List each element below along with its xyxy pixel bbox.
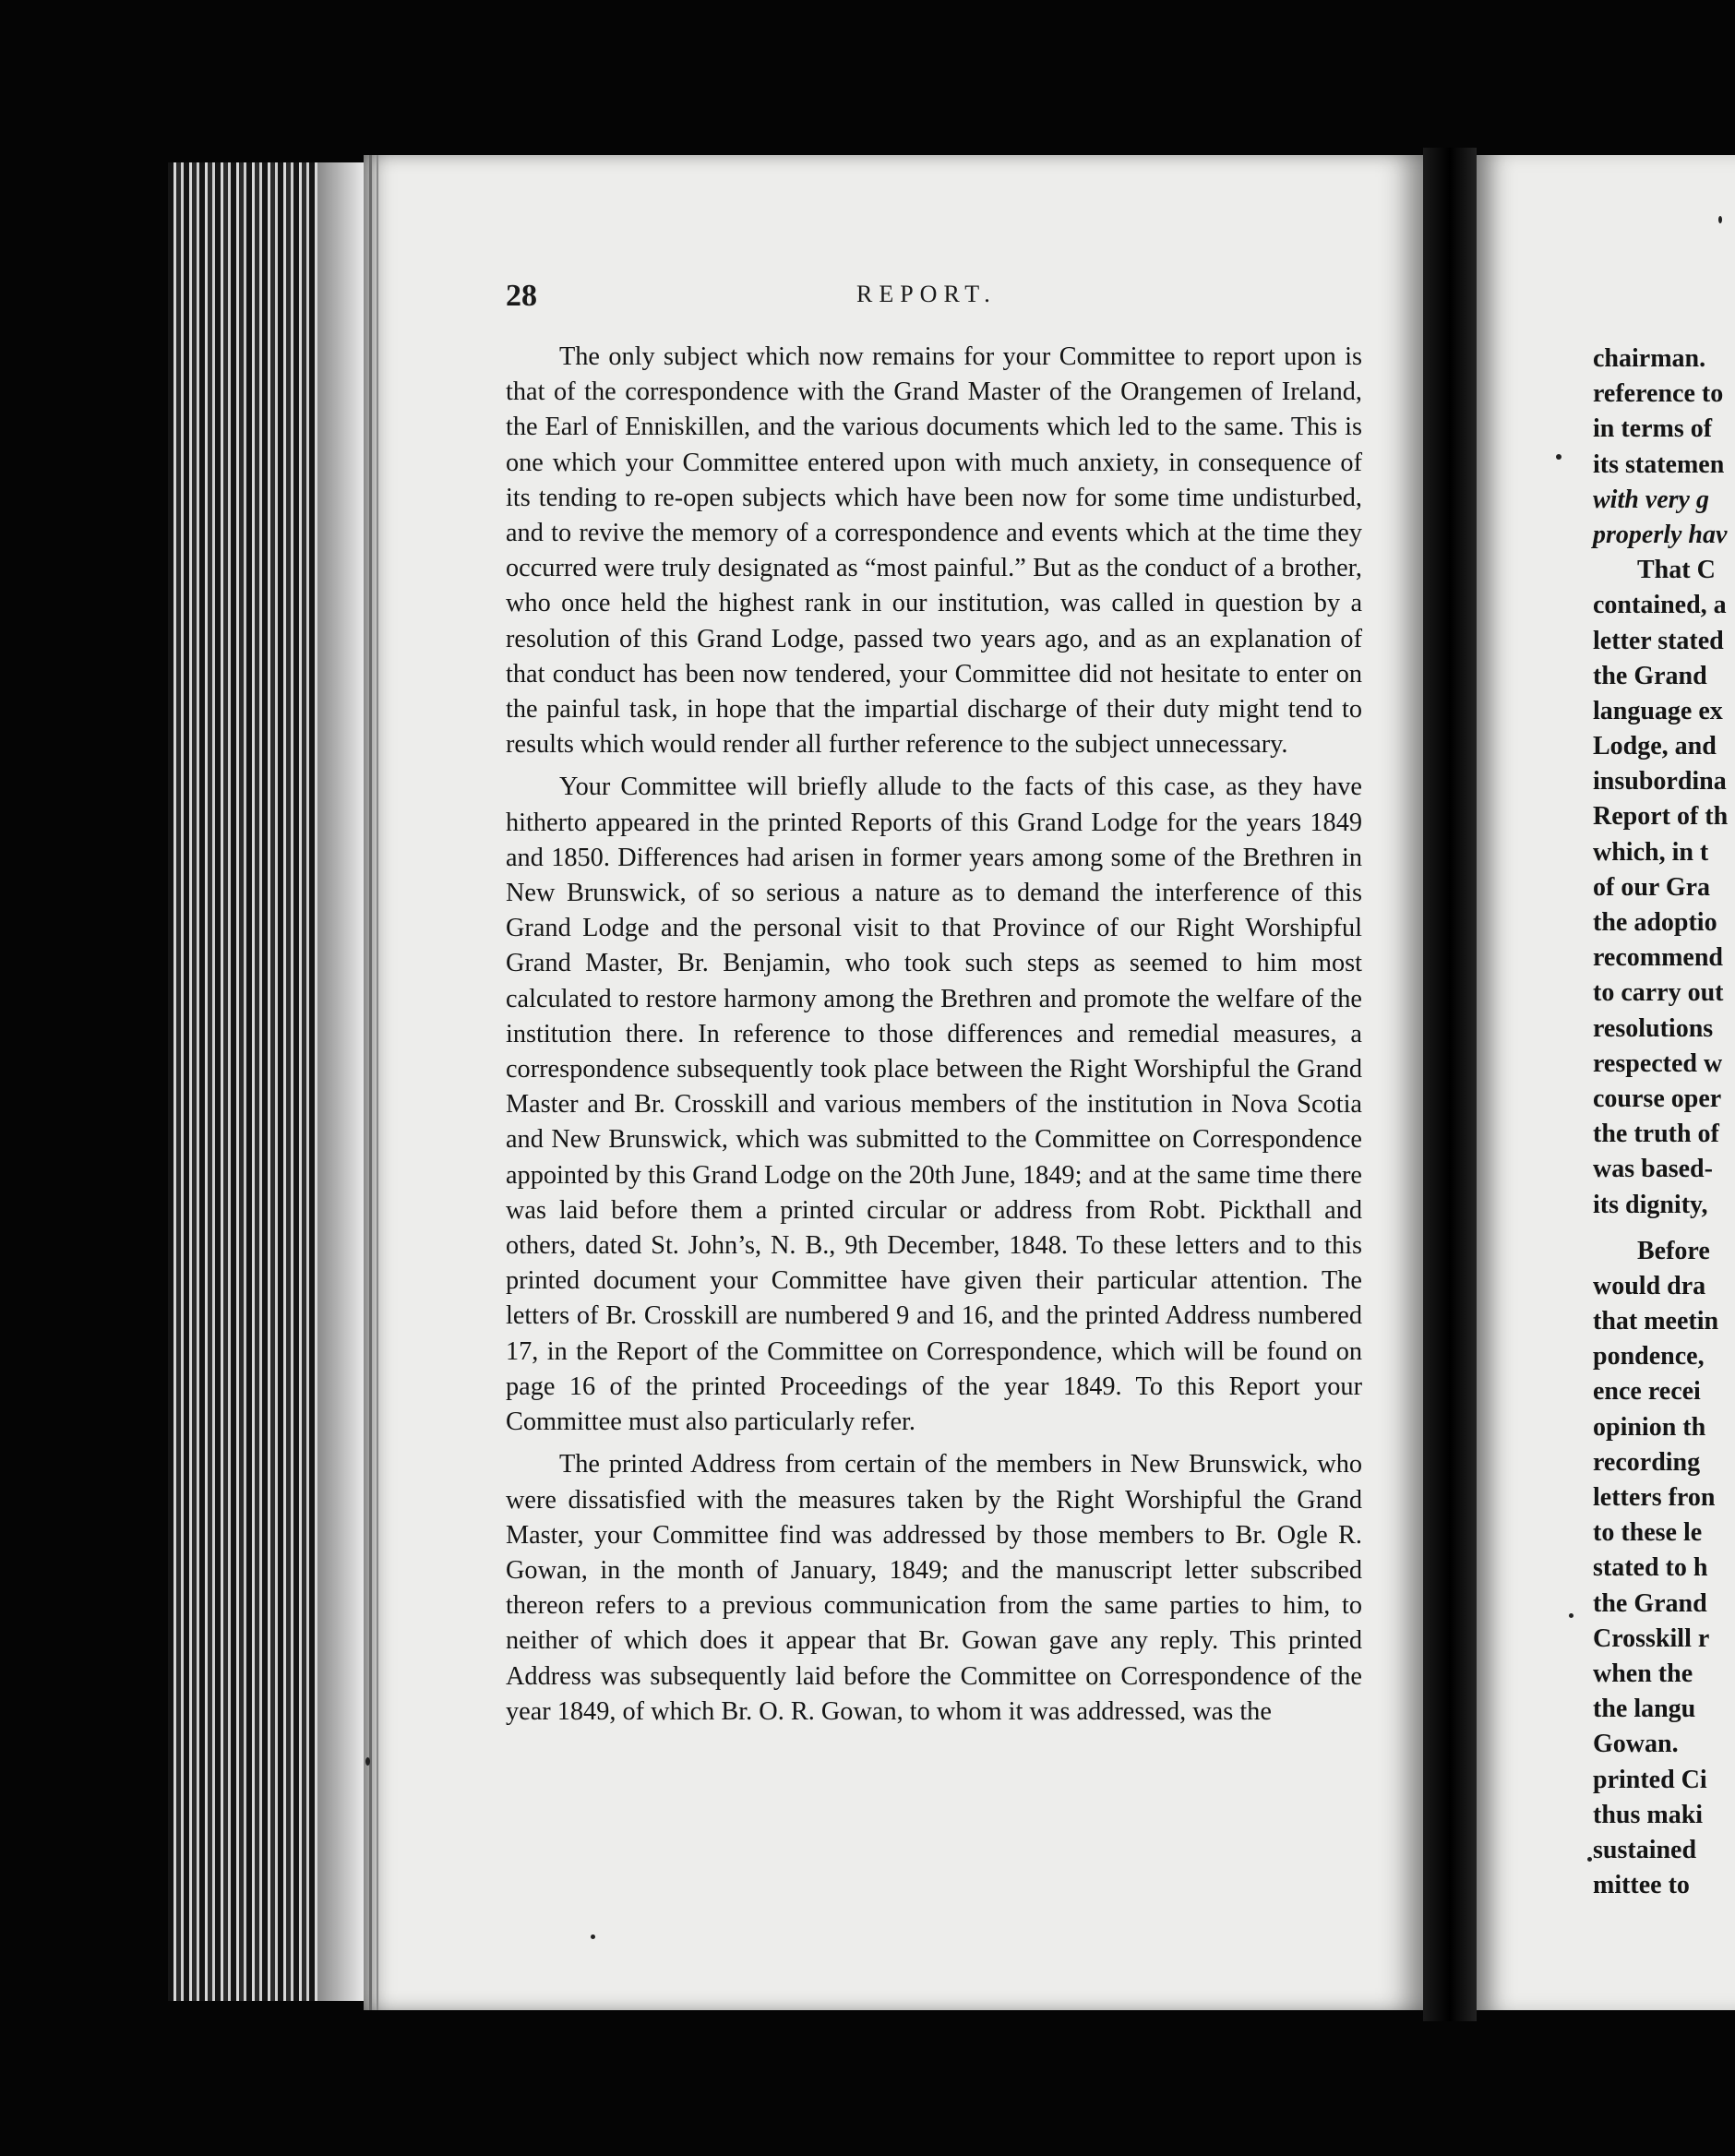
- facing-page-line: stated to h: [1593, 1553, 1708, 1583]
- ink-speck: [1587, 1857, 1592, 1862]
- facing-page-line: printed Ci: [1593, 1765, 1707, 1794]
- facing-page-line: respected w: [1593, 1048, 1723, 1078]
- paragraph: The only subject which now remains for your Committee to report upon is that of the correspondence with the Grand Master of the Orangemen of Ireland, the Earl of Enniskillen, and the various documents which led to the same. This is one which your Committee entered upon with much anxiety, in consequence of its tending to re-open subjects which have been now for some time undisturbed, and to revive the memory of a correspondence and events which at the time they occurred were truly designated as “most painful.” But as the conduct of a brother, who once held the highest rank in our institution, was called in question by a resolution of this Grand Lodge, passed two years ago, and as an explanation of that conduct has been now tendered, your Committee did not hesitate to enter on the painful task, in hope that the impartial discharge of their duty might tend to results which would render all further reference to the subject unnecessary.: [506, 342, 1362, 760]
- facing-page-line: its statemen: [1593, 449, 1725, 479]
- facing-page-line: letters fron: [1593, 1483, 1716, 1512]
- facing-page-line: that meetin: [1593, 1307, 1719, 1336]
- book-gutter: [1423, 148, 1477, 2021]
- facing-page-line: to carry out: [1593, 978, 1724, 1008]
- facing-page-line: in terms of: [1593, 414, 1713, 444]
- facing-page-line: course oper: [1593, 1084, 1722, 1113]
- facing-page-line: sustained: [1593, 1835, 1697, 1864]
- page-number: 28: [506, 279, 537, 313]
- facing-page-line: pondence,: [1593, 1342, 1705, 1371]
- facing-page-line: ence recei: [1593, 1377, 1701, 1407]
- facing-page-line: properly hav: [1593, 520, 1728, 549]
- facing-page-text: [1593, 341, 1735, 1903]
- facing-page-line: the truth of: [1593, 1120, 1719, 1149]
- body-text: [506, 340, 1362, 1737]
- facing-page-line: was based-: [1593, 1155, 1713, 1184]
- facing-page-line: letter stated: [1593, 626, 1724, 655]
- facing-page-line: Crosskill r: [1593, 1623, 1710, 1653]
- book-page-edges: [168, 162, 364, 2001]
- facing-page-line: of our Gra: [1593, 872, 1711, 902]
- facing-page-line: Report of th: [1593, 802, 1729, 832]
- facing-page-line: would dra: [1593, 1271, 1706, 1300]
- facing-page-line: Lodge, and: [1593, 732, 1717, 761]
- facing-page-line: which, in t: [1593, 837, 1709, 867]
- facing-page-line: language ex: [1593, 696, 1723, 725]
- paragraph: Your Committee will briefly allude to the facts of this case, as they have hitherto appeared in the printed Reports of this Grand Lodge for the years 1849 and 1850. Differences had arisen in former years among some of the Brethren in New Brunswick, of so serious a nature as to demand the interference of this Grand Lodge and the personal visit to that Province of our Right Worshipful Grand Master, Br. Benjamin, who took such steps as seemed to him most calculated to restore harmony among the Brethren and promote the welfare of the institution there. In reference to those differences and remedial measures, a correspondence subsequently took place between the Right Worshipful the Grand Master and Br. Crosskill and various members of the institution in Nova Scotia and New Brunswick, which was submitted to the Committee on Correspondence appointed by this Grand Lodge on the 20th June, 1849; and at the same time there was laid before them a printed circular or address from Robt. Pickthall and others, dated St. John’s, N. B., 9th December, 1848. To these letters and to this printed document your Committee have given their particular attention. The letters of Br. Crosskill are numbered 9 and 16, and the printed Address numbered 17, in the Report of the Committee on Correspondence, which will be found on page 16 of the printed Proceedings of the year 1849. To this Report your Committee must also particularly refer.: [506, 773, 1362, 1437]
- facing-page-line: its dignity,: [1593, 1190, 1708, 1219]
- facing-page-line: recording: [1593, 1447, 1701, 1477]
- facing-page-line: with very g: [1593, 485, 1709, 514]
- running-title: REPORT.: [856, 281, 997, 307]
- facing-page-line: Gowan.: [1593, 1730, 1679, 1759]
- running-head: [506, 277, 1362, 314]
- paragraph: The printed Address from certain of the members in New Brunswick, who were dissatisfied with the measures taken by the Right Worshipful the Grand Master, your Committee find was addressed by those members to Br. Ogle R. Gowan, in the month of January, 1849; and the manuscript letter subscribed thereon refers to a previous communication from the same parties to him, to neither of which does it appear that Br. Gowan gave any reply. This printed Address was subsequently laid before the Committee on Correspondence of the year 1849, of which Br. O. R. Gowan, to whom it was addressed, was the: [506, 1450, 1362, 1726]
- facing-page-line: thus maki: [1593, 1800, 1704, 1829]
- facing-page-line: to these le: [1593, 1518, 1703, 1548]
- facing-page-line: recommend: [1593, 943, 1723, 973]
- facing-page-line: Before: [1637, 1236, 1710, 1265]
- facing-page-line: That C: [1637, 556, 1716, 585]
- facing-page-line: contained, a: [1593, 591, 1727, 620]
- facing-page-line: chairman.: [1593, 344, 1706, 373]
- ink-speck: [1718, 216, 1722, 223]
- facing-page-line: resolutions: [1593, 1013, 1714, 1043]
- ink-speck: [591, 1934, 595, 1939]
- facing-page-line: the Grand: [1593, 1588, 1707, 1618]
- ink-speck: [365, 1757, 370, 1766]
- ink-speck: [1556, 454, 1562, 460]
- facing-page-line: when the: [1593, 1659, 1693, 1688]
- facing-page-line: the langu: [1593, 1695, 1696, 1724]
- facing-page-line: the adoptio: [1593, 908, 1717, 937]
- facing-page-line: reference to: [1593, 379, 1724, 409]
- facing-page-line: mittee to: [1593, 1871, 1690, 1900]
- facing-page-line: insubordina: [1593, 767, 1727, 797]
- facing-page-line: the Grand: [1593, 661, 1707, 690]
- facing-page-line: opinion th: [1593, 1412, 1706, 1442]
- ink-speck: [1569, 1613, 1573, 1618]
